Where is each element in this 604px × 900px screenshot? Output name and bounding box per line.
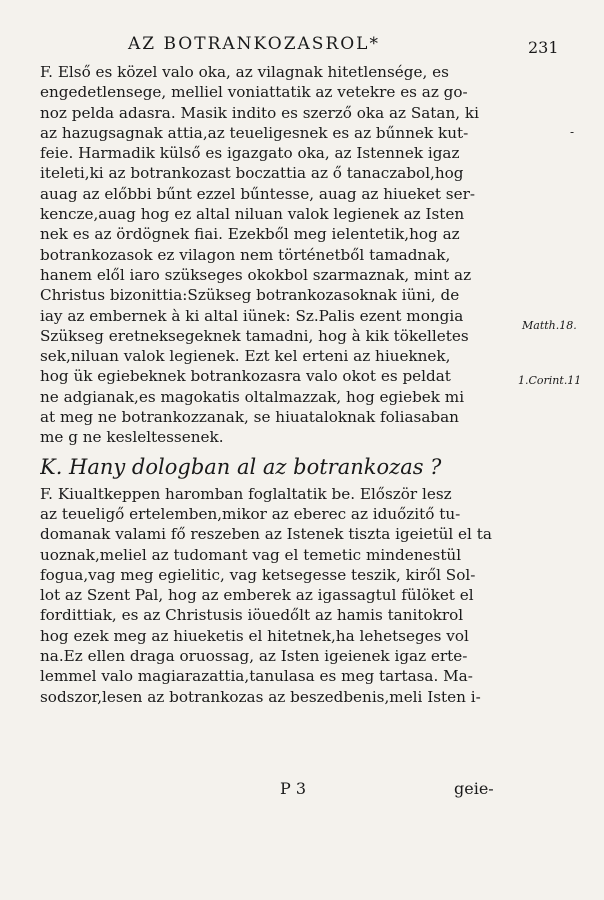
page-number: 231 xyxy=(528,38,559,57)
catchword: geie- xyxy=(454,779,494,798)
text-line: fogua,vag meg egielitic, vag ketsegesse teszik, kiről Sol- xyxy=(40,565,476,584)
text-line: lot az Szent Pal, hog az emberek az igassagtul fülöket el xyxy=(40,586,474,605)
text-line: feie. Harmadik külső es igazgato oka, az Istennek igaz xyxy=(40,144,460,163)
marginal-note-matthew: Matth.18. xyxy=(522,319,577,332)
answer-paragraph xyxy=(40,484,518,707)
body-paragraph xyxy=(40,62,518,448)
running-title xyxy=(128,34,380,54)
text-line: az hazugsagnak attia,az teueligesnek es az bűnnek kut- xyxy=(40,123,469,142)
text-line: na.Ez ellen draga oruossag, az Isten igeienek igaz erte- xyxy=(40,647,468,666)
text-line: auag az előbbi bűnt ezzel bűntesse, auag az hiueket ser- xyxy=(40,184,475,203)
text-line: kencze,auag hog ez altal niluan valok legienek az Isten xyxy=(40,205,465,224)
signature-mark: P 3 xyxy=(280,779,307,798)
text-line: hog ük egiebeknek botrankozasra valo okot es peldat xyxy=(40,367,451,386)
margin-mark: - xyxy=(570,125,575,139)
question-heading: K. Hany dologban al az botrankozas ? xyxy=(40,454,442,479)
text-line: sodszor,lesen az botrankozas az beszedbenis,meli Isten i- xyxy=(40,687,481,706)
text-line: domanak valami fő reszeben az Istenek tiszta igeietül el ta xyxy=(40,525,492,544)
text-line: hog ezek meg az hiueketis el hitetnek,ha lehetseges vol xyxy=(40,626,469,645)
main-text xyxy=(40,62,518,707)
text-line: F. Első es közel valo oka, az vilagnak hitetlensége, es xyxy=(40,63,449,81)
text-line: nek es az ördögnek fiai. Ezekből meg ielentetik,hog az xyxy=(40,225,460,244)
text-line: F. Kiualtkeppen haromban foglaltatik be. Először lesz xyxy=(40,484,452,503)
running-title-text: AZ BOTRANKOZASROL xyxy=(128,34,370,54)
text-line: botrankozasok ez vilagon nem történetből tamadnak, xyxy=(40,245,451,264)
text-line: at meg ne botrankozzanak, se hiuataloknak foliasaban xyxy=(40,408,459,427)
text-line: noz pelda adasra. Masik indito es szerző oka az Satan, ki xyxy=(40,103,479,122)
text-line: ne adgianak,es magokatis oltalmazzak, hog egiebek mi xyxy=(40,387,465,406)
text-line: uoznak,meliel az tudomant vag el temetic mindenestül xyxy=(40,545,462,564)
text-line: sek,niluan valok legienek. Ezt kel erteni az hiueknek, xyxy=(40,347,451,366)
page-footer xyxy=(0,779,604,801)
text-line: Szükseg eretneksegeknek tamadni, hog à kik tökelletes xyxy=(40,326,469,345)
text-line: me g ne kesleltessenek. xyxy=(40,428,224,447)
marginal-note-corinthians: 1.Corint.11 xyxy=(518,374,582,387)
text-line: lemmel valo magiarazattia,tanulasa es meg tartasa. Ma- xyxy=(40,667,473,686)
text-line: engedetlensege, melliel voniattatik az vetekre es az go- xyxy=(40,83,468,102)
text-line: az teueligő ertelemben,mikor az eberec az iduőzitő tu- xyxy=(40,504,461,523)
text-line: fordittiak, es az Christusis iöuedőlt az hamis tanitokrol xyxy=(40,606,464,625)
text-line: iay az embernek à ki altal iünek: Sz.Palis ezent mongia xyxy=(40,306,464,325)
text-line: hanem elől iaro szükseges okokbol szarmaznak, mint az xyxy=(40,265,472,284)
text-line: Christus bizonittia:Szükseg botrankozasoknak iüni, de xyxy=(40,286,460,305)
text-line: iteleti,ki az botrankozast boczattia az ő tanaczabol,hog xyxy=(40,164,464,183)
running-title-ornament: * xyxy=(369,34,380,54)
